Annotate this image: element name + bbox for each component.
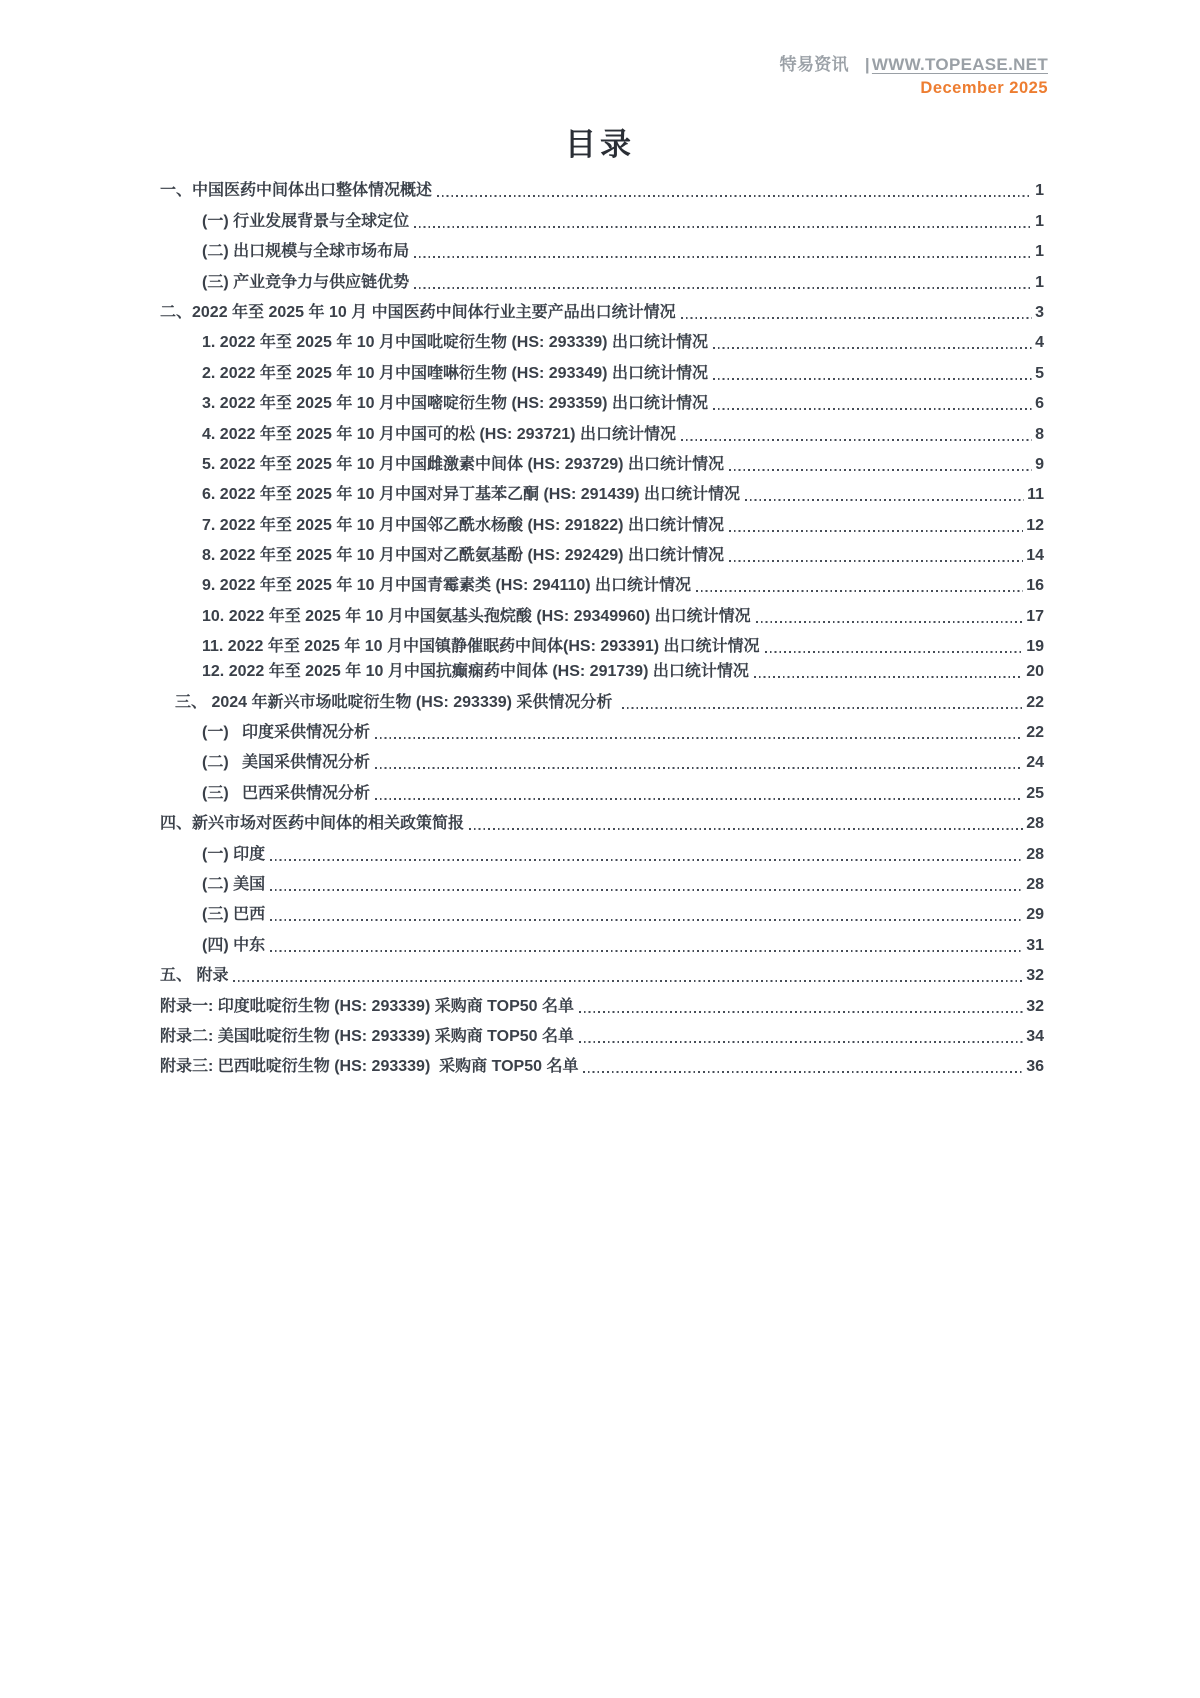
toc-entry[interactable] bbox=[160, 202, 1044, 232]
toc-entry-label: (一) 行业发展背景与全球定位 bbox=[202, 212, 410, 230]
toc-entry[interactable] bbox=[160, 172, 1044, 202]
toc-entry[interactable] bbox=[160, 324, 1044, 354]
toc-entry-page-number: 25 bbox=[1026, 784, 1044, 802]
report-date: December 2025 bbox=[920, 79, 1048, 97]
toc-entry[interactable] bbox=[160, 415, 1044, 445]
toc-entry-label: 五、 附录 bbox=[160, 967, 229, 985]
toc-entry[interactable] bbox=[160, 385, 1044, 415]
toc-entry-label: (一) 印度采供情况分析 bbox=[202, 724, 370, 742]
toc-entry[interactable] bbox=[160, 866, 1044, 896]
toc-entry[interactable] bbox=[160, 957, 1044, 987]
toc-dotted-leader bbox=[729, 560, 1023, 562]
toc-entry-label: 四、新兴市场对医药中间体的相关政策简报 bbox=[160, 815, 465, 833]
header-separator: | bbox=[864, 55, 870, 74]
toc-entry-page-number: 12 bbox=[1026, 516, 1044, 534]
toc-dotted-leader bbox=[270, 859, 1023, 861]
toc-entry[interactable] bbox=[160, 744, 1044, 774]
toc-dotted-leader bbox=[469, 828, 1023, 830]
toc-entry-page-number: 5 bbox=[1035, 364, 1044, 382]
toc-entry-page-number: 32 bbox=[1026, 997, 1044, 1015]
toc-entry-page-number: 8 bbox=[1035, 425, 1044, 443]
toc-entry-label: (二) 出口规模与全球市场布局 bbox=[202, 243, 410, 261]
toc-entry-label: 一、中国医药中间体出口整体情况概述 bbox=[160, 182, 433, 200]
toc-entry-page-number: 29 bbox=[1026, 906, 1044, 924]
brand-name: 特易资讯 bbox=[779, 55, 849, 74]
toc-entry[interactable] bbox=[160, 628, 1044, 658]
toc-entry-label: 4. 2022 年至 2025 年 10 月中国可的松 (HS: 293721) 出口统计情况 bbox=[202, 425, 676, 443]
toc-entry-page-number: 19 bbox=[1026, 638, 1044, 656]
toc-entry-label: 附录三: 巴西吡啶衍生物 (HS: 293339) 采购商 TOP50 名单 bbox=[160, 1058, 579, 1076]
toc-entry[interactable] bbox=[160, 658, 1044, 683]
toc-entry[interactable] bbox=[160, 567, 1044, 597]
toc-entry-page-number: 31 bbox=[1026, 936, 1044, 954]
toc-entry-label: 8. 2022 年至 2025 年 10 月中国对乙酰氨基酚 (HS: 292429) 出口统计情况 bbox=[202, 547, 724, 565]
toc-entry-label: 12. 2022 年至 2025 年 10 月中国抗癫痫药中间体 (HS: 291739) 出口统计情况 bbox=[202, 663, 749, 681]
toc-entry[interactable] bbox=[160, 354, 1044, 384]
toc-entry-label: 10. 2022 年至 2025 年 10 月中国氨基头孢烷酸 (HS: 29349960) 出口统计情况 bbox=[202, 607, 751, 625]
toc-dotted-leader bbox=[437, 195, 1032, 197]
toc-entry-page-number: 32 bbox=[1026, 967, 1044, 985]
toc-dotted-leader bbox=[681, 317, 1032, 319]
toc-entry-label: (三) 产业竞争力与供应链优势 bbox=[202, 273, 410, 291]
toc-dotted-leader bbox=[754, 676, 1023, 678]
toc-dotted-leader bbox=[729, 530, 1023, 532]
website-link[interactable]: WWW.TOPEASE.NET bbox=[871, 55, 1048, 74]
page-header bbox=[0, 50, 1048, 98]
toc-dotted-leader bbox=[713, 378, 1032, 380]
toc-entry-page-number: 28 bbox=[1026, 845, 1044, 863]
toc-entry-label: (三) 巴西采供情况分析 bbox=[202, 784, 370, 802]
toc-list bbox=[160, 172, 1044, 1078]
header-brand-line bbox=[0, 50, 1048, 75]
toc-entry-label: 二、2022 年至 2025 年 10 月 中国医药中间体行业主要产品出口统计情况 bbox=[160, 303, 676, 321]
toc-entry[interactable] bbox=[160, 774, 1044, 804]
toc-dotted-leader bbox=[233, 980, 1023, 982]
toc-dotted-leader bbox=[756, 621, 1024, 623]
toc-dotted-leader bbox=[765, 651, 1024, 653]
toc-entry-label: 三、 2024 年新兴市场吡啶衍生物 (HS: 293339) 采供情况分析 bbox=[175, 693, 617, 711]
toc-entry[interactable] bbox=[160, 926, 1044, 956]
toc-entry[interactable] bbox=[160, 233, 1044, 263]
toc-entry[interactable] bbox=[160, 446, 1044, 476]
toc-entry-page-number: 22 bbox=[1026, 724, 1044, 742]
toc-entry[interactable] bbox=[160, 805, 1044, 835]
toc-entry-label: 2. 2022 年至 2025 年 10 月中国喹啉衍生物 (HS: 293349) 出口统计情况 bbox=[202, 364, 708, 382]
toc-entry-page-number: 24 bbox=[1026, 754, 1044, 772]
toc-entry-page-number: 1 bbox=[1035, 212, 1044, 230]
toc-entry[interactable] bbox=[160, 683, 1044, 713]
toc-entry-label: 附录一: 印度吡啶衍生物 (HS: 293339) 采购商 TOP50 名单 bbox=[160, 997, 575, 1015]
toc-entry-label: (四) 中东 bbox=[202, 936, 266, 954]
toc-entry-page-number: 1 bbox=[1035, 273, 1044, 291]
toc-entry[interactable] bbox=[160, 835, 1044, 865]
toc-entry[interactable] bbox=[160, 294, 1044, 324]
toc-dotted-leader bbox=[579, 1041, 1023, 1043]
toc-dotted-leader bbox=[270, 950, 1023, 952]
toc-entry-page-number: 17 bbox=[1026, 607, 1044, 625]
toc-entry[interactable] bbox=[160, 714, 1044, 744]
toc-entry-label: 3. 2022 年至 2025 年 10 月中国嘧啶衍生物 (HS: 293359) 出口统计情况 bbox=[202, 395, 708, 413]
toc-entry-label: 附录二: 美国吡啶衍生物 (HS: 293339) 采购商 TOP50 名单 bbox=[160, 1027, 575, 1045]
toc-dotted-leader bbox=[713, 408, 1032, 410]
page-title: 目录 bbox=[565, 127, 635, 162]
toc-entry[interactable] bbox=[160, 597, 1044, 627]
toc-entry-label: 5. 2022 年至 2025 年 10 月中国雌激素中间体 (HS: 293729) 出口统计情况 bbox=[202, 455, 724, 473]
toc-entry-label: 6. 2022 年至 2025 年 10 月中国对异丁基苯乙酮 (HS: 291439) 出口统计情况 bbox=[202, 486, 740, 504]
toc-entry[interactable] bbox=[160, 1018, 1044, 1048]
toc-entry-page-number: 4 bbox=[1035, 334, 1044, 352]
toc-entry-page-number: 11 bbox=[1027, 486, 1044, 504]
toc-entry-page-number: 36 bbox=[1026, 1058, 1044, 1076]
toc-entry-label: 9. 2022 年至 2025 年 10 月中国青霉素类 (HS: 294110) 出口统计情况 bbox=[202, 577, 692, 595]
toc-entry-page-number: 28 bbox=[1026, 875, 1044, 893]
toc-entry-page-number: 22 bbox=[1026, 693, 1044, 711]
toc-entry-label: (二) 美国 bbox=[202, 875, 266, 893]
toc-dotted-leader bbox=[622, 707, 1023, 709]
toc-dotted-leader bbox=[583, 1071, 1023, 1073]
toc-entry-page-number: 1 bbox=[1035, 243, 1044, 261]
toc-entry-page-number: 28 bbox=[1026, 815, 1044, 833]
toc-dotted-leader bbox=[713, 347, 1032, 349]
toc-dotted-leader bbox=[414, 226, 1032, 228]
toc-entry-label: (一) 印度 bbox=[202, 845, 266, 863]
toc-entry-page-number: 34 bbox=[1026, 1027, 1044, 1045]
toc-entry-label: (二) 美国采供情况分析 bbox=[202, 754, 370, 772]
toc-entry[interactable] bbox=[160, 1048, 1044, 1078]
toc-dotted-leader bbox=[270, 919, 1023, 921]
toc-dotted-leader bbox=[696, 590, 1023, 592]
toc-entry[interactable] bbox=[160, 896, 1044, 926]
toc-dotted-leader bbox=[375, 737, 1023, 739]
toc-entry-label: (三) 巴西 bbox=[202, 906, 266, 924]
toc-entry-page-number: 9 bbox=[1035, 455, 1044, 473]
toc-dotted-leader bbox=[681, 439, 1032, 441]
toc-dotted-leader bbox=[729, 469, 1032, 471]
toc-entry-page-number: 1 bbox=[1035, 182, 1044, 200]
toc-dotted-leader bbox=[375, 767, 1023, 769]
toc-entry-page-number: 20 bbox=[1026, 663, 1044, 681]
toc-dotted-leader bbox=[270, 889, 1023, 891]
toc-entry-page-number: 16 bbox=[1026, 577, 1044, 595]
toc-entry-label: 1. 2022 年至 2025 年 10 月中国吡啶衍生物 (HS: 293339) 出口统计情况 bbox=[202, 334, 708, 352]
toc-dotted-leader bbox=[745, 499, 1024, 501]
toc-entry[interactable] bbox=[160, 476, 1044, 506]
toc-entry-page-number: 6 bbox=[1035, 395, 1044, 413]
toc-entry-page-number: 3 bbox=[1035, 303, 1044, 321]
toc-dotted-leader bbox=[414, 256, 1032, 258]
toc-entry[interactable] bbox=[160, 506, 1044, 536]
toc-entry[interactable] bbox=[160, 263, 1044, 293]
toc-entry-label: 11. 2022 年至 2025 年 10 月中国镇静催眠药中间体(HS: 293391) 出口统计情况 bbox=[202, 638, 760, 656]
toc-entry-label: 7. 2022 年至 2025 年 10 月中国邻乙酰水杨酸 (HS: 291822) 出口统计情况 bbox=[202, 516, 724, 534]
toc-entry[interactable] bbox=[160, 537, 1044, 567]
toc-dotted-leader bbox=[375, 798, 1023, 800]
toc-entry[interactable] bbox=[160, 987, 1044, 1017]
toc-dotted-leader bbox=[579, 1011, 1023, 1013]
toc-dotted-leader bbox=[414, 287, 1032, 289]
toc-entry-page-number: 14 bbox=[1026, 547, 1044, 565]
